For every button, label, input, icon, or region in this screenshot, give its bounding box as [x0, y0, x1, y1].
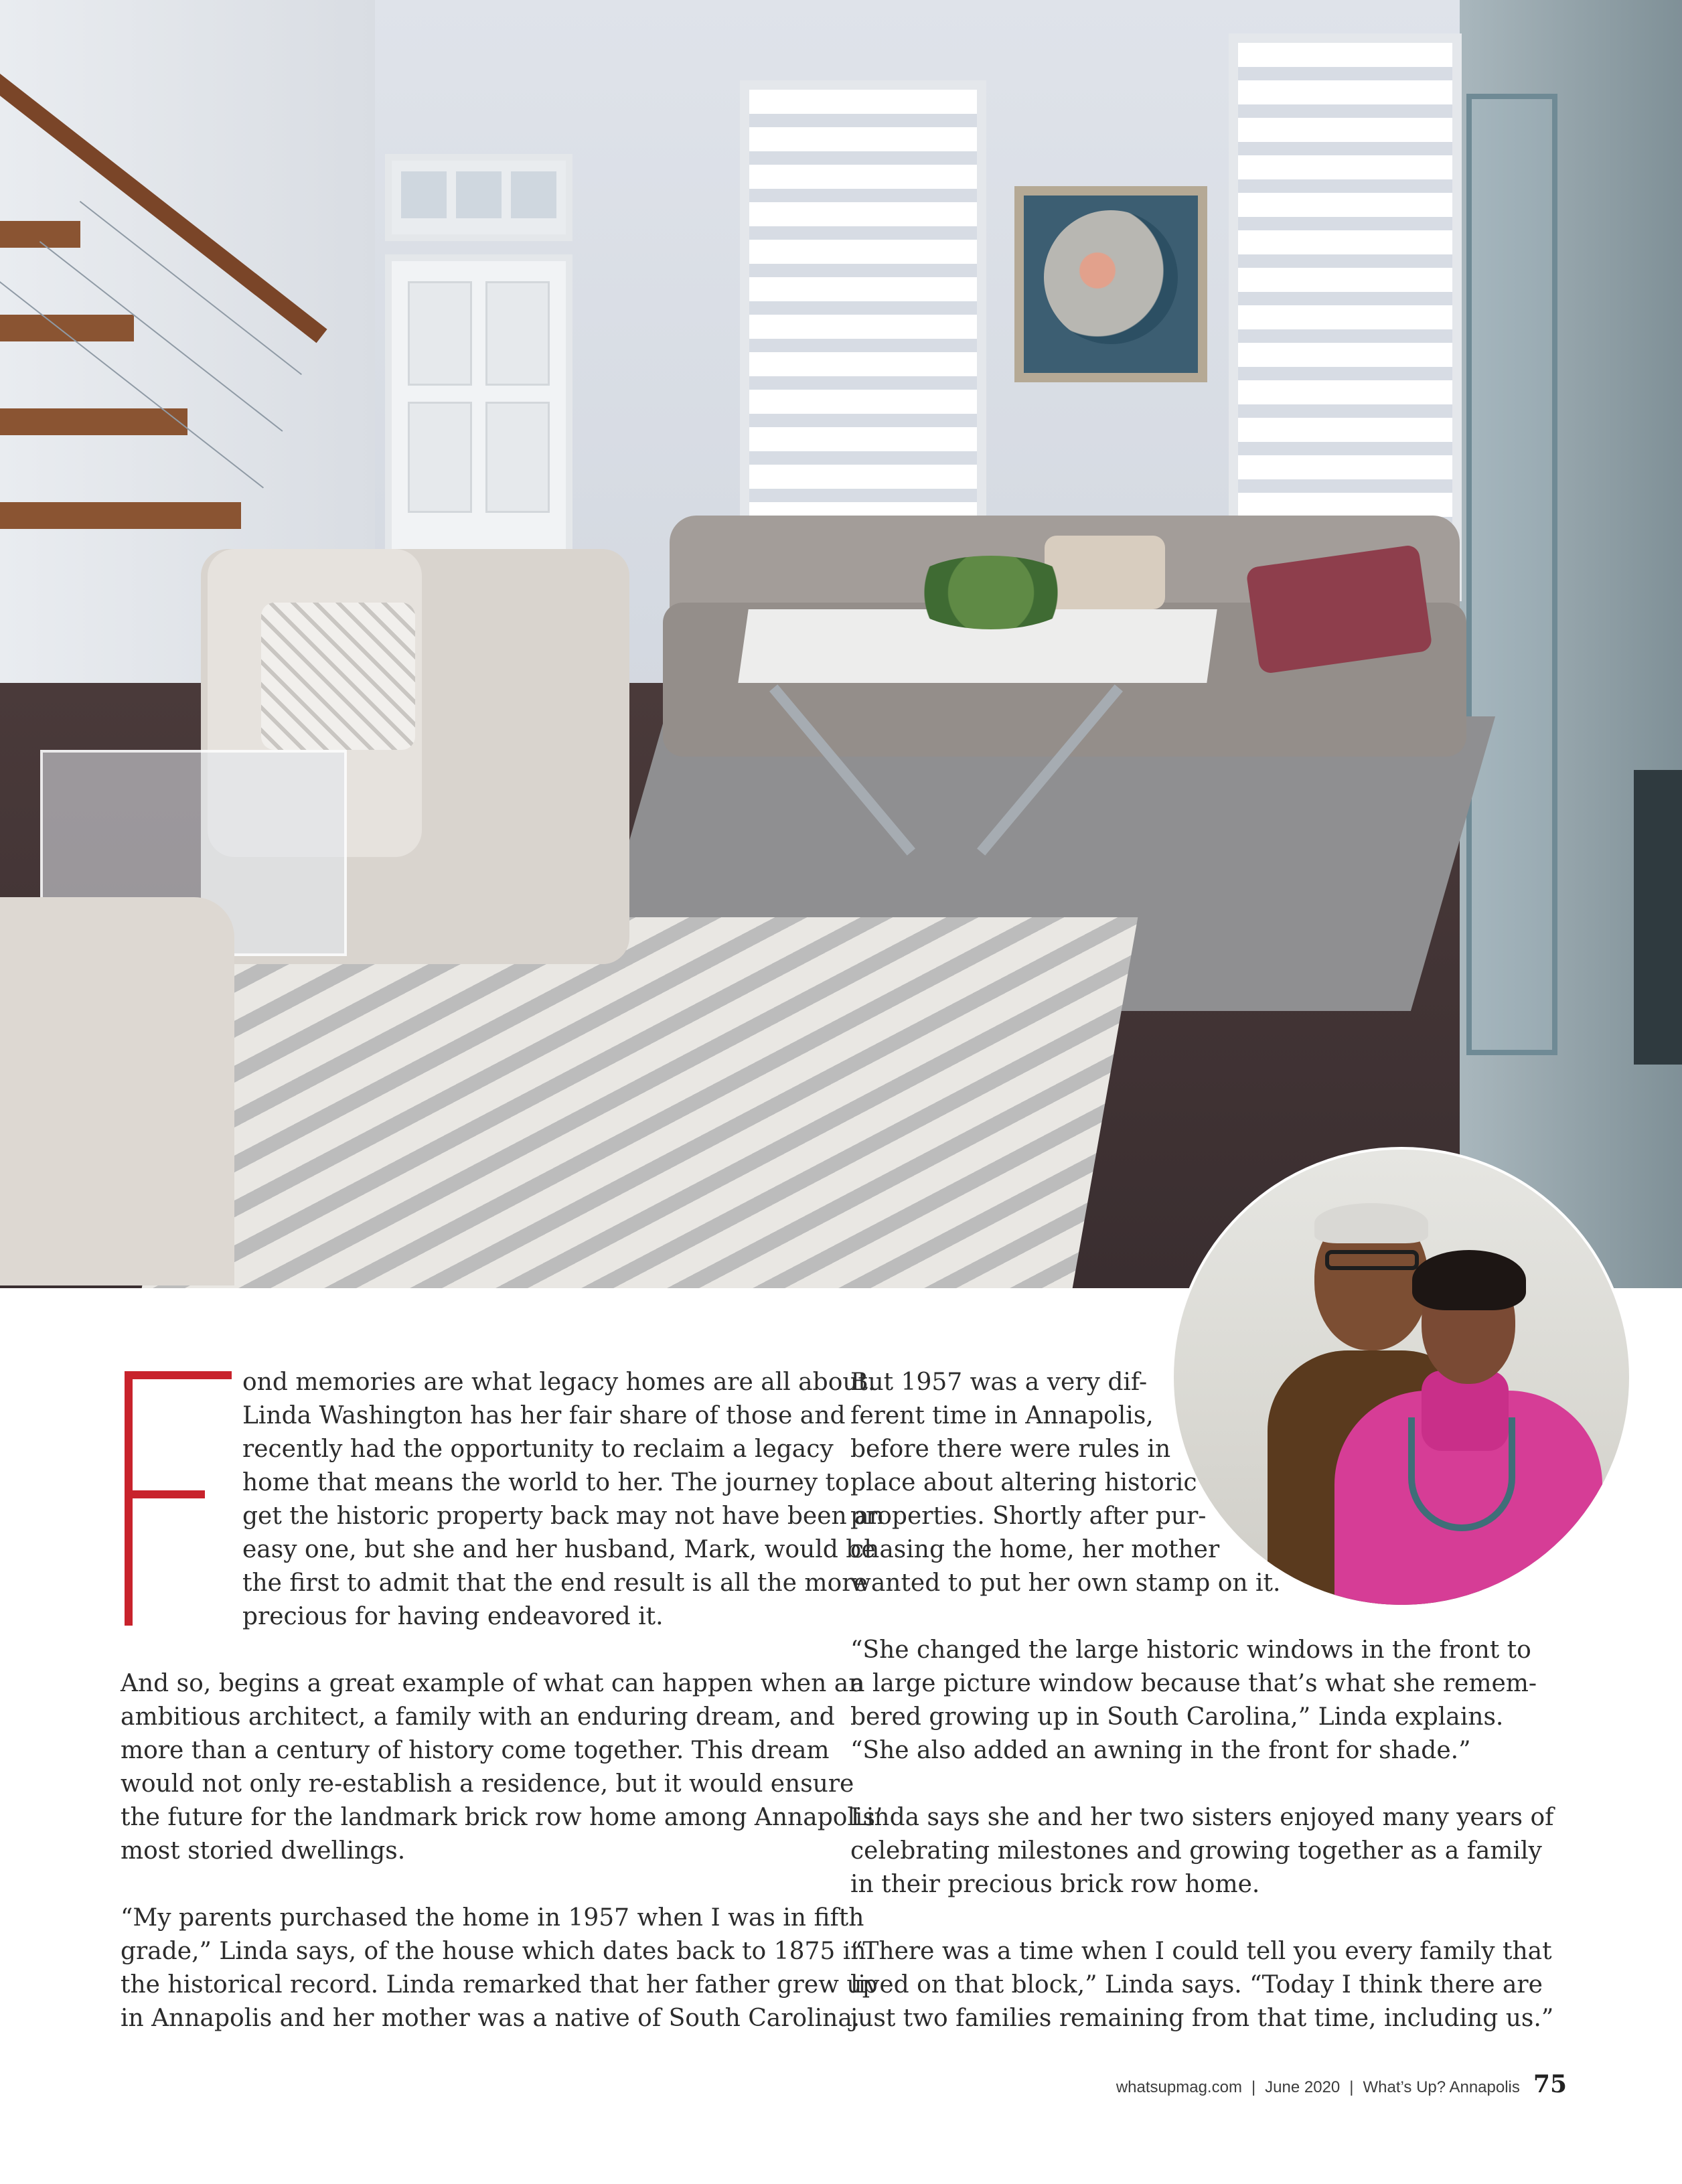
- article-line: “She also added an awning in the front for shade.”: [850, 1737, 1471, 1764]
- area-rug-front: [141, 917, 1138, 1288]
- article-column-right: [850, 1366, 1554, 2035]
- glass-shelving: [1466, 94, 1557, 1055]
- chair-pillow: [261, 603, 415, 750]
- article-paragraph: [850, 1801, 1554, 1901]
- article-line: properties. Shortly after pur-: [850, 1502, 1207, 1530]
- footer-separator: |: [1349, 2078, 1354, 2096]
- succulent-plant: [904, 556, 1078, 629]
- page-number: 75: [1533, 2070, 1567, 2098]
- wall-painting: [1014, 186, 1207, 382]
- article-line: recently had the opportunity to reclaim a legacy: [242, 1435, 834, 1463]
- article-line: ambitious architect, a family with an enduring dream, and: [121, 1703, 835, 1731]
- paragraph-gap: [850, 1600, 1527, 1634]
- article-line: “She changed the large historic windows in the front to: [850, 1636, 1531, 1664]
- footer-issue: June 2020: [1265, 2078, 1341, 2096]
- stair-step: [0, 221, 80, 248]
- transom-pane: [511, 171, 556, 218]
- article-line: Linda says she and her two sisters enjoyed many years of: [850, 1804, 1554, 1831]
- stair-step: [0, 502, 241, 529]
- article-line: home that means the world to her. The journey to: [242, 1469, 850, 1496]
- woman-hair: [1412, 1250, 1526, 1310]
- article-line: would not only re-establish a residence, but it would ensure: [121, 1770, 854, 1798]
- footer-site: whatsupmag.com: [1116, 2078, 1242, 2096]
- glasses: [1325, 1250, 1419, 1270]
- article-line: lived on that block,” Linda says. “Today I think there are: [850, 1971, 1543, 1999]
- window-shade-left: [740, 80, 986, 568]
- article-line: And so, begins a great example of what can happen when an: [121, 1670, 864, 1697]
- article-line: before there were rules in: [850, 1435, 1171, 1463]
- article-line: celebrating milestones and growing together as a family: [850, 1837, 1542, 1865]
- article-line: the historical record. Linda remarked that her father grew up: [121, 1971, 878, 1999]
- dropcap-letter: [125, 1371, 232, 1626]
- door-panel: [408, 402, 472, 513]
- article-line: in their precious brick row home.: [850, 1871, 1260, 1898]
- article-paragraph: [121, 1901, 878, 2035]
- article-column-left: [121, 1667, 883, 2035]
- article-line: ond memories are what legacy homes are all about.: [242, 1369, 876, 1396]
- paragraph-gap: [121, 1868, 837, 1901]
- paragraph-gap: [850, 1768, 1527, 1801]
- article-line: easy one, but she and her husband, Mark, would be: [242, 1536, 876, 1563]
- man-hair: [1314, 1203, 1428, 1243]
- footer-publication: What’s Up? Annapolis: [1363, 2078, 1520, 2096]
- article-line: But 1957 was a very dif-: [850, 1369, 1148, 1396]
- paragraph-gap: [850, 1901, 1527, 1935]
- article-paragraph: [850, 1366, 1527, 1600]
- article-line: most storied dwellings.: [121, 1837, 406, 1865]
- article-line: “My parents purchased the home in 1957 when I was in fifth: [121, 1904, 864, 1932]
- door-transom: [385, 154, 572, 241]
- article-paragraph: [850, 1634, 1537, 1768]
- footer-separator: |: [1251, 2078, 1256, 2096]
- article-line: chasing the home, her mother: [850, 1536, 1220, 1563]
- transom-pane: [401, 171, 447, 218]
- transom-pane: [456, 171, 502, 218]
- article-line: a large picture window because that’s what she remem-: [850, 1670, 1537, 1697]
- sofa-arm: [0, 897, 234, 1285]
- article-paragraph: [121, 1667, 883, 1868]
- door-panel: [408, 281, 472, 386]
- article-line: precious for having endeavored it.: [242, 1603, 664, 1630]
- page-footer: [1098, 2070, 1567, 2110]
- painting-portrait: [1044, 210, 1178, 344]
- article-line: bered growing up in South Carolina,” Linda explains.: [850, 1703, 1504, 1731]
- door-panel: [485, 281, 550, 386]
- door-panel: [485, 402, 550, 513]
- article-line: get the historic property back may not have been an: [242, 1502, 885, 1530]
- article-line: “There was a time when I could tell you every family that: [850, 1938, 1552, 1965]
- article-line: place about altering historic: [850, 1469, 1197, 1496]
- article-line: the first to admit that the end result is all the more: [242, 1569, 868, 1597]
- article-line: the future for the landmark brick row home among Annapolis’: [121, 1804, 883, 1831]
- stair-step: [0, 408, 187, 435]
- article-line: more than a century of history come together. This dream: [121, 1737, 830, 1764]
- article-line: just two families remaining from that time, including us.”: [850, 2005, 1554, 2032]
- article-line: wanted to put her own stamp on it.: [850, 1569, 1281, 1597]
- stair-step: [0, 315, 134, 341]
- article-line: ferent time in Annapolis,: [850, 1402, 1154, 1429]
- fireplace: [1634, 770, 1682, 1065]
- article-line: in Annapolis and her mother was a native of South Carolina.: [121, 2005, 860, 2032]
- article-paragraph: [850, 1935, 1554, 2035]
- article-line: grade,” Linda says, of the house which dates back to 1875 in: [121, 1938, 866, 1965]
- lede-paragraph: [242, 1366, 885, 1634]
- article-line: Linda Washington has her fair share of those and: [242, 1402, 846, 1429]
